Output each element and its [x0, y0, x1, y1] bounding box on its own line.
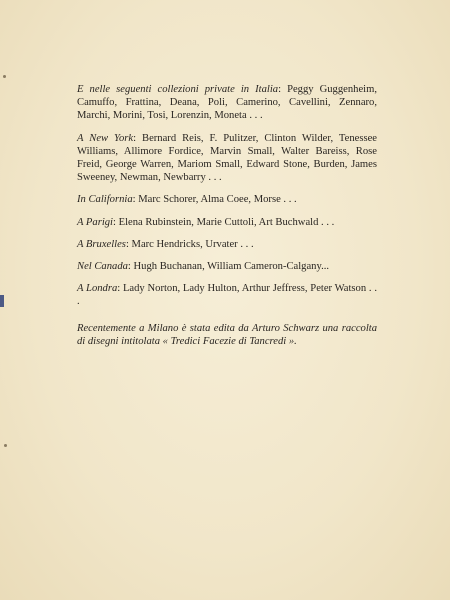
paragraph-text: : Elena Rubinstein, Marie Cuttoli, Art Buchwald . . .: [113, 216, 335, 228]
collections-text: [77, 83, 377, 359]
paragraph-text: : Lady Norton, Lady Hulton, Arthur Jeffress, Peter Watson . . .: [77, 283, 377, 308]
paragraph-lead: A New York: [77, 132, 134, 144]
binding-mark: [0, 295, 4, 307]
paragraph-parigi: [77, 216, 377, 229]
paragraph-california: [77, 193, 377, 206]
paragraph-text: : Hugh Buchanan, William Cameron-Calgany...: [127, 261, 330, 273]
publication-note: Recentemente a Milano è stata edita da Arturo Schwarz una raccolta di disegni intitolata « Tredici Facezie di Tancredi ».: [77, 322, 377, 347]
paper-speck: [4, 444, 7, 447]
paragraph-lead: A Londra: [77, 283, 118, 295]
paragraph-canada: [77, 260, 377, 273]
paragraph-lead: A Bruxelles: [77, 238, 126, 250]
paragraph-text: : Marc Schorer, Alma Coee, Morse . . .: [132, 194, 297, 206]
paragraph-lead: E nelle seguenti collezioni private in Italia: [77, 84, 279, 95]
paragraph-text: : Bernard Reis, F. Pulitzer, Clinton Wilder, Tenessee Williams, Allimore Fordice, Marvin Small, Walter Bareiss, Rose Freid, George Warren, Mariom Small, Edward Stone, Burden, James Sweeney, Newman, Newbarry . . .: [77, 132, 377, 184]
paragraph-text: : Marc Hendricks, Urvater . . .: [125, 238, 254, 250]
paragraph-lead: A Parigi: [77, 216, 114, 228]
paragraph-lead: In California: [77, 194, 133, 206]
paragraph-text: : Peggy Guggenheim, Camuffo, Frattina, Deana, Poli, Camerino, Cavellini, Zennaro, Marchi, Morini, Tosi, Lorenzin, Moneta . . .: [77, 84, 377, 122]
paragraph-bruxelles: [77, 238, 377, 251]
paragraph-new-york: [77, 132, 377, 185]
paper-speck: [3, 75, 6, 78]
paragraph-lead: Nel Canada: [77, 261, 128, 273]
paragraph-londra: [77, 282, 377, 308]
paragraph-italia: [77, 83, 377, 123]
